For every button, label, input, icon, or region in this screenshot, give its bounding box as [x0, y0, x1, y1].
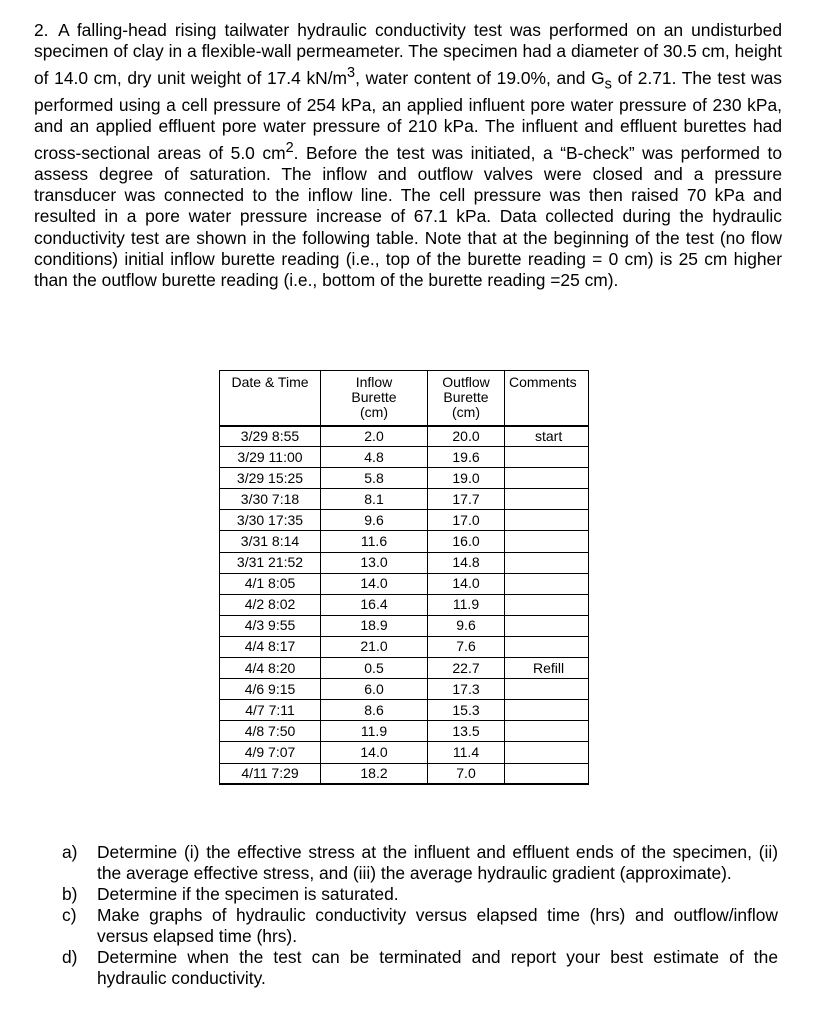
table-row	[220, 468, 589, 489]
table-row	[220, 489, 589, 510]
cell-date-time: 4/4 8:20	[220, 658, 321, 679]
table-row	[220, 447, 589, 468]
question-list	[62, 842, 778, 989]
cell-inflow: 11.9	[321, 721, 428, 742]
cell-comment	[505, 742, 589, 763]
cell-outflow: 16.0	[428, 531, 505, 552]
cell-comment	[505, 763, 589, 784]
question-label: c)	[62, 905, 77, 925]
cell-comment	[505, 510, 589, 531]
question-item	[62, 842, 778, 884]
cell-comment: start	[505, 426, 589, 447]
table-row	[220, 658, 589, 679]
question-item	[62, 947, 778, 989]
cell-inflow: 11.6	[321, 531, 428, 552]
cell-outflow: 19.0	[428, 468, 505, 489]
cell-outflow: 7.0	[428, 763, 505, 784]
cell-comment	[505, 447, 589, 468]
cell-outflow: 22.7	[428, 658, 505, 679]
burette-data-table	[219, 370, 589, 785]
problem-text-4: . Before the test was initiated, a “B-check” was performed to assess degree of saturation. The inflow and outflow valves were closed and a pressure transducer was connected to the inflow line. The cell pressure was then raised 70 kPa and resulted in a pore water pressure increase of 67.1 kPa. Data collected during the hydraulic conductivity test are shown in the following table. Note that at the beginning of the test (no flow conditions) initial inflow burette reading (i.e., top of the burette reading = 0 cm) is 25 cm higher than the outflow burette reading (i.e., bottom of the burette reading =25 cm).	[34, 142, 782, 291]
cell-comment	[505, 636, 589, 657]
table-row	[220, 510, 589, 531]
cell-outflow: 13.5	[428, 721, 505, 742]
cell-date-time: 4/1 8:05	[220, 573, 321, 594]
problem-statement	[34, 20, 782, 292]
cell-outflow: 17.7	[428, 489, 505, 510]
question-label: d)	[62, 947, 78, 967]
table-row	[220, 573, 589, 594]
cell-date-time: 4/4 8:17	[220, 636, 321, 657]
cell-comment	[505, 615, 589, 636]
question-label: b)	[62, 884, 78, 904]
header-inflow-line: (cm)	[360, 404, 388, 420]
cell-comment	[505, 552, 589, 573]
specific-gravity-subscript: s	[604, 75, 612, 92]
cell-comment	[505, 531, 589, 552]
question-text: Determine if the specimen is saturated.	[97, 884, 399, 904]
problem-text-1: A falling-head rising tailwater hydraulic conductivity test was performed on an undisturbed specimen of clay in a flexible-wall permeameter. The specimen had a diameter of 30.5 cm, height of 14.0 cm, dry unit weight of 17.4 kN/m	[34, 20, 783, 88]
cell-inflow: 13.0	[321, 552, 428, 573]
cell-comment	[505, 594, 589, 615]
cell-outflow: 9.6	[428, 615, 505, 636]
table-row	[220, 636, 589, 657]
table-row	[220, 594, 589, 615]
header-inflow-line: Burette	[351, 389, 397, 405]
cell-date-time: 3/30 17:35	[220, 510, 321, 531]
table-row	[220, 531, 589, 552]
cell-comment	[505, 468, 589, 489]
question-item	[62, 884, 778, 905]
cell-outflow: 19.6	[428, 447, 505, 468]
cell-inflow: 16.4	[321, 594, 428, 615]
cell-date-time: 3/29 8:55	[220, 426, 321, 447]
problem-number: 2.	[34, 20, 49, 40]
cell-date-time: 4/7 7:11	[220, 700, 321, 721]
cell-date-time: 3/31 8:14	[220, 531, 321, 552]
cell-outflow: 17.0	[428, 510, 505, 531]
cell-outflow: 7.6	[428, 636, 505, 657]
problem-text-3: of 2.71. The test was performed using a cell pressure of 254 kPa, an applied influent pore water pressure of 230 kPa, and an applied effluent pore water pressure of 210 kPa. The influent and effluent burettes had cross-sectional areas of 5.0 cm	[34, 67, 782, 163]
question-item	[62, 905, 778, 947]
cell-date-time: 4/9 7:07	[220, 742, 321, 763]
table-header-row	[220, 371, 589, 426]
cell-date-time: 3/30 7:18	[220, 489, 321, 510]
cell-outflow: 15.3	[428, 700, 505, 721]
cell-comment	[505, 489, 589, 510]
cell-outflow: 14.0	[428, 573, 505, 594]
cell-outflow: 11.4	[428, 742, 505, 763]
cell-inflow: 8.6	[321, 700, 428, 721]
cell-outflow: 14.8	[428, 552, 505, 573]
cell-outflow: 11.9	[428, 594, 505, 615]
cell-inflow: 9.6	[321, 510, 428, 531]
question-label: a)	[62, 842, 78, 862]
cell-inflow: 14.0	[321, 573, 428, 594]
cell-date-time: 4/3 9:55	[220, 615, 321, 636]
header-inflow-line: Inflow	[355, 374, 393, 390]
table-row	[220, 763, 589, 784]
question-text: Make graphs of hydraulic conductivity versus elapsed time (hrs) and outflow/inflow versus elapsed time (hrs).	[97, 905, 778, 946]
header-outflow-line: Outflow	[442, 374, 490, 390]
cell-inflow: 14.0	[321, 742, 428, 763]
cell-inflow: 21.0	[321, 636, 428, 657]
cell-comment	[505, 573, 589, 594]
cell-date-time: 4/2 8:02	[220, 594, 321, 615]
question-text: Determine when the test can be terminated and report your best estimate of the hydraulic conductivity.	[97, 947, 778, 988]
cell-comment	[505, 679, 589, 700]
table-row	[220, 615, 589, 636]
table-row	[220, 679, 589, 700]
header-date-time: Date & Time	[220, 371, 321, 426]
cell-inflow: 18.9	[321, 615, 428, 636]
cell-inflow: 18.2	[321, 763, 428, 784]
cell-outflow: 20.0	[428, 426, 505, 447]
cell-comment	[505, 700, 589, 721]
header-outflow-line: (cm)	[452, 404, 480, 420]
cell-comment: Refill	[505, 658, 589, 679]
question-text: Determine (i) the effective stress at the influent and effluent ends of the specimen, (ii) the average effective stress, and (iii) the average hydraulic gradient (approximate).	[97, 842, 778, 883]
cell-comment	[505, 721, 589, 742]
cell-date-time: 4/8 7:50	[220, 721, 321, 742]
table-body	[220, 426, 589, 785]
cell-date-time: 3/29 11:00	[220, 447, 321, 468]
cell-inflow: 8.1	[321, 489, 428, 510]
cell-inflow: 0.5	[321, 658, 428, 679]
header-outflow-burette	[428, 371, 505, 426]
cell-date-time: 4/6 9:15	[220, 679, 321, 700]
table-row	[220, 552, 589, 573]
table-row	[220, 426, 589, 447]
header-comments: Comments	[505, 371, 589, 426]
cell-inflow: 4.8	[321, 447, 428, 468]
cell-inflow: 2.0	[321, 426, 428, 447]
table-row	[220, 700, 589, 721]
unit-superscript-3: 3	[347, 64, 356, 81]
cell-inflow: 6.0	[321, 679, 428, 700]
table-row	[220, 742, 589, 763]
problem-text-2: , water content of 19.0%, and G	[355, 67, 605, 88]
cell-inflow: 5.8	[321, 468, 428, 489]
unit-superscript-2: 2	[285, 139, 294, 156]
table-row	[220, 721, 589, 742]
header-inflow-burette	[321, 371, 428, 426]
cell-outflow: 17.3	[428, 679, 505, 700]
header-outflow-line: Burette	[443, 389, 489, 405]
cell-date-time: 4/11 7:29	[220, 763, 321, 784]
cell-date-time: 3/29 15:25	[220, 468, 321, 489]
cell-date-time: 3/31 21:52	[220, 552, 321, 573]
